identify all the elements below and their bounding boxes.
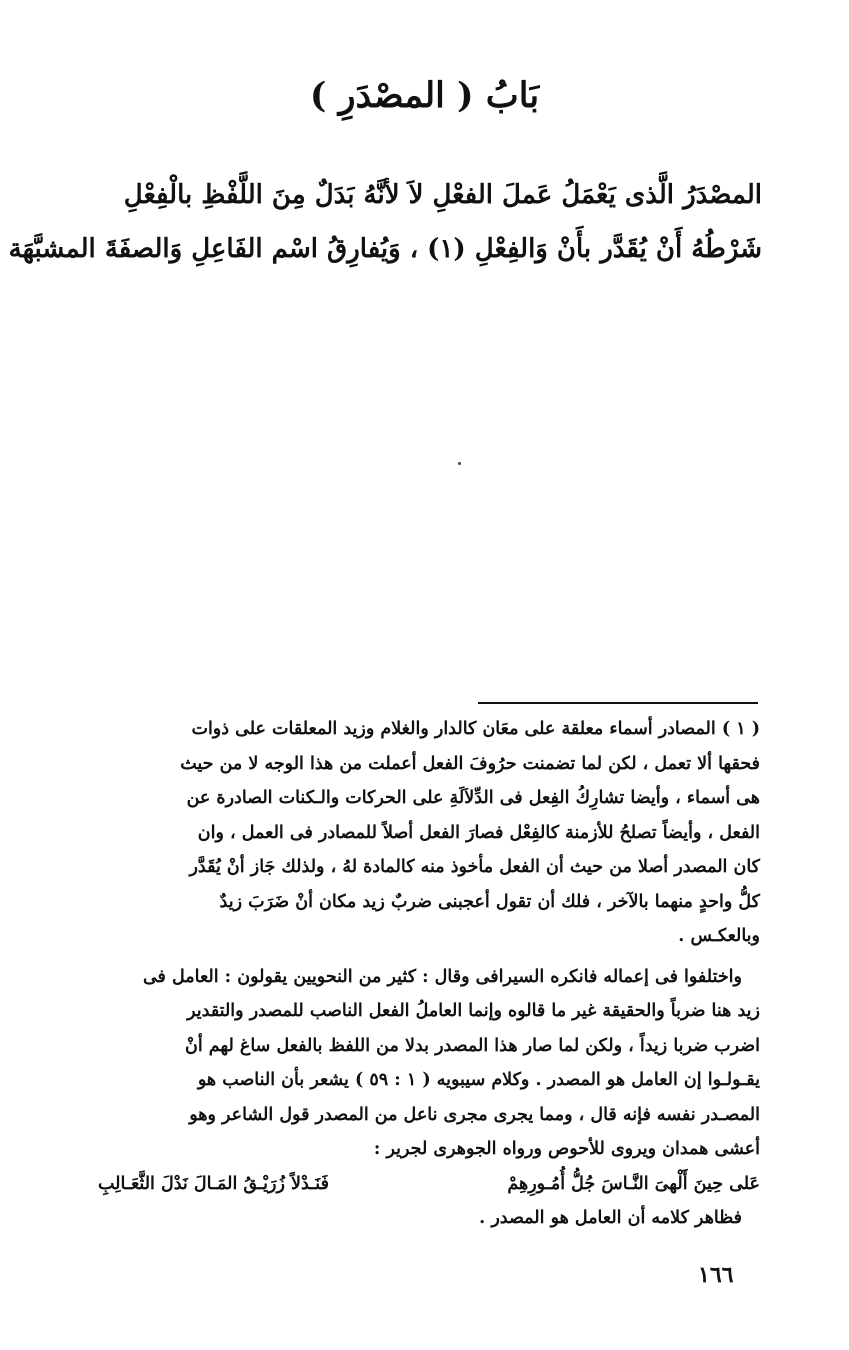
footnotes [98,712,760,1236]
footnote-line: وبالعكـس . [678,926,760,946]
footnote-line: يقـولـوا إن العامل هو المصدر . وكلام سيبويه ( ١ : ٥٩ ) يشعر بأن الناصب هو [197,1070,760,1090]
verse-first-hemistich: عَلى حِينَ أَلْهىَ النَّـاسَ جُلُّ أُمُـورِهِمْ [507,1173,760,1194]
footnote-line: ( ١ ) المصادر أسماء معلقة على معَان كالدار والغلام وزيد المعلقات على ذوات [191,719,760,739]
footnote-closing-line: فظاهر كلامه أن العامل هو المصدر . [479,1208,742,1228]
scan-speck [458,462,461,465]
footnote-line: أعشى همدان ويروى للأحوص ورواه الجوهرى لجرير : [373,1139,760,1159]
footnote-line: فحقها ألا تعمل ، لكن لما تضمنت حرُوفَ الفعل أعملت من هذا الوجه لا من حيث [180,753,760,774]
footnote-line: المصـدر نفسه فإنه قال ، ومما يجرى مجرى ناعل من المصدر قول الشاعر وهو [189,1104,760,1125]
footnote-line: الفعل ، وأيضاً تصلحُ للأزمنة كالفِعْل فصارَ الفعل أصلاً للمصادر فى العمل ، وان [197,822,760,843]
chapter-title: بَابُ ( المصْدَرِ ) [309,75,540,116]
main-text-line: شَرْطُهُ أَنْ يُقَدَّر بأَنْ وَالفِعْلِ (١) ، وَيُفارِقُ اسْم الفَاعِلِ وَالصفَةَ المشبَّهَة [8,234,762,264]
main-text [8,168,762,276]
verse-second-hemistich: فَنَـدْلاً زُرَيْـقُ المَـالَ نَدْلَ الثَّعَـالِبِ [98,1173,329,1194]
footnote-line: واختلفوا فى إعماله فانكره السيرافى وقال : كثير من النحويين يقولون : العامل فى [142,966,742,987]
footnote-separator [478,702,758,704]
page-number: ١٦٦ [698,1262,734,1288]
main-text-line: المصْدَرُ الَّذى يَعْمَلُ عَملَ الفعْلِ لاَ لأنَّهُ بَدَلٌ مِنَ اللَّفْظِ بالْفِعْلِ [123,180,762,210]
footnote-line: هى أسماء ، وأيضا تشارِكُ الفِعل فى الدِّلاَلَةِ على الحركات والـكنات الصادرة عن [186,788,760,808]
footnote-line: زيد هنا ضرباً والحقيقة غير ما قالوه وإنما العاملُ الفعل الناصب للمصدر والتقدير [187,1001,760,1021]
verse-line [98,1167,760,1202]
footnote-line: اضرب ضربا زيداً ، ولكن لما صار هذا المصدر بدلا من اللفظ بالفعل ساغ لهم أنْ [184,1035,760,1056]
footnote-line: كلُّ واحدٍ منهما بالآخر ، فلك أن تقول أعجبنى ضربٌ زيد مكان أنْ ضَرَبَ زيدٌ [219,891,760,912]
footnote-line: كان المصدر أصلا من حيث أن الفعل مأخوذ منه كالمادة لهُ ، ولذلك جَاز أنْ يُقَدَّر [189,857,760,877]
